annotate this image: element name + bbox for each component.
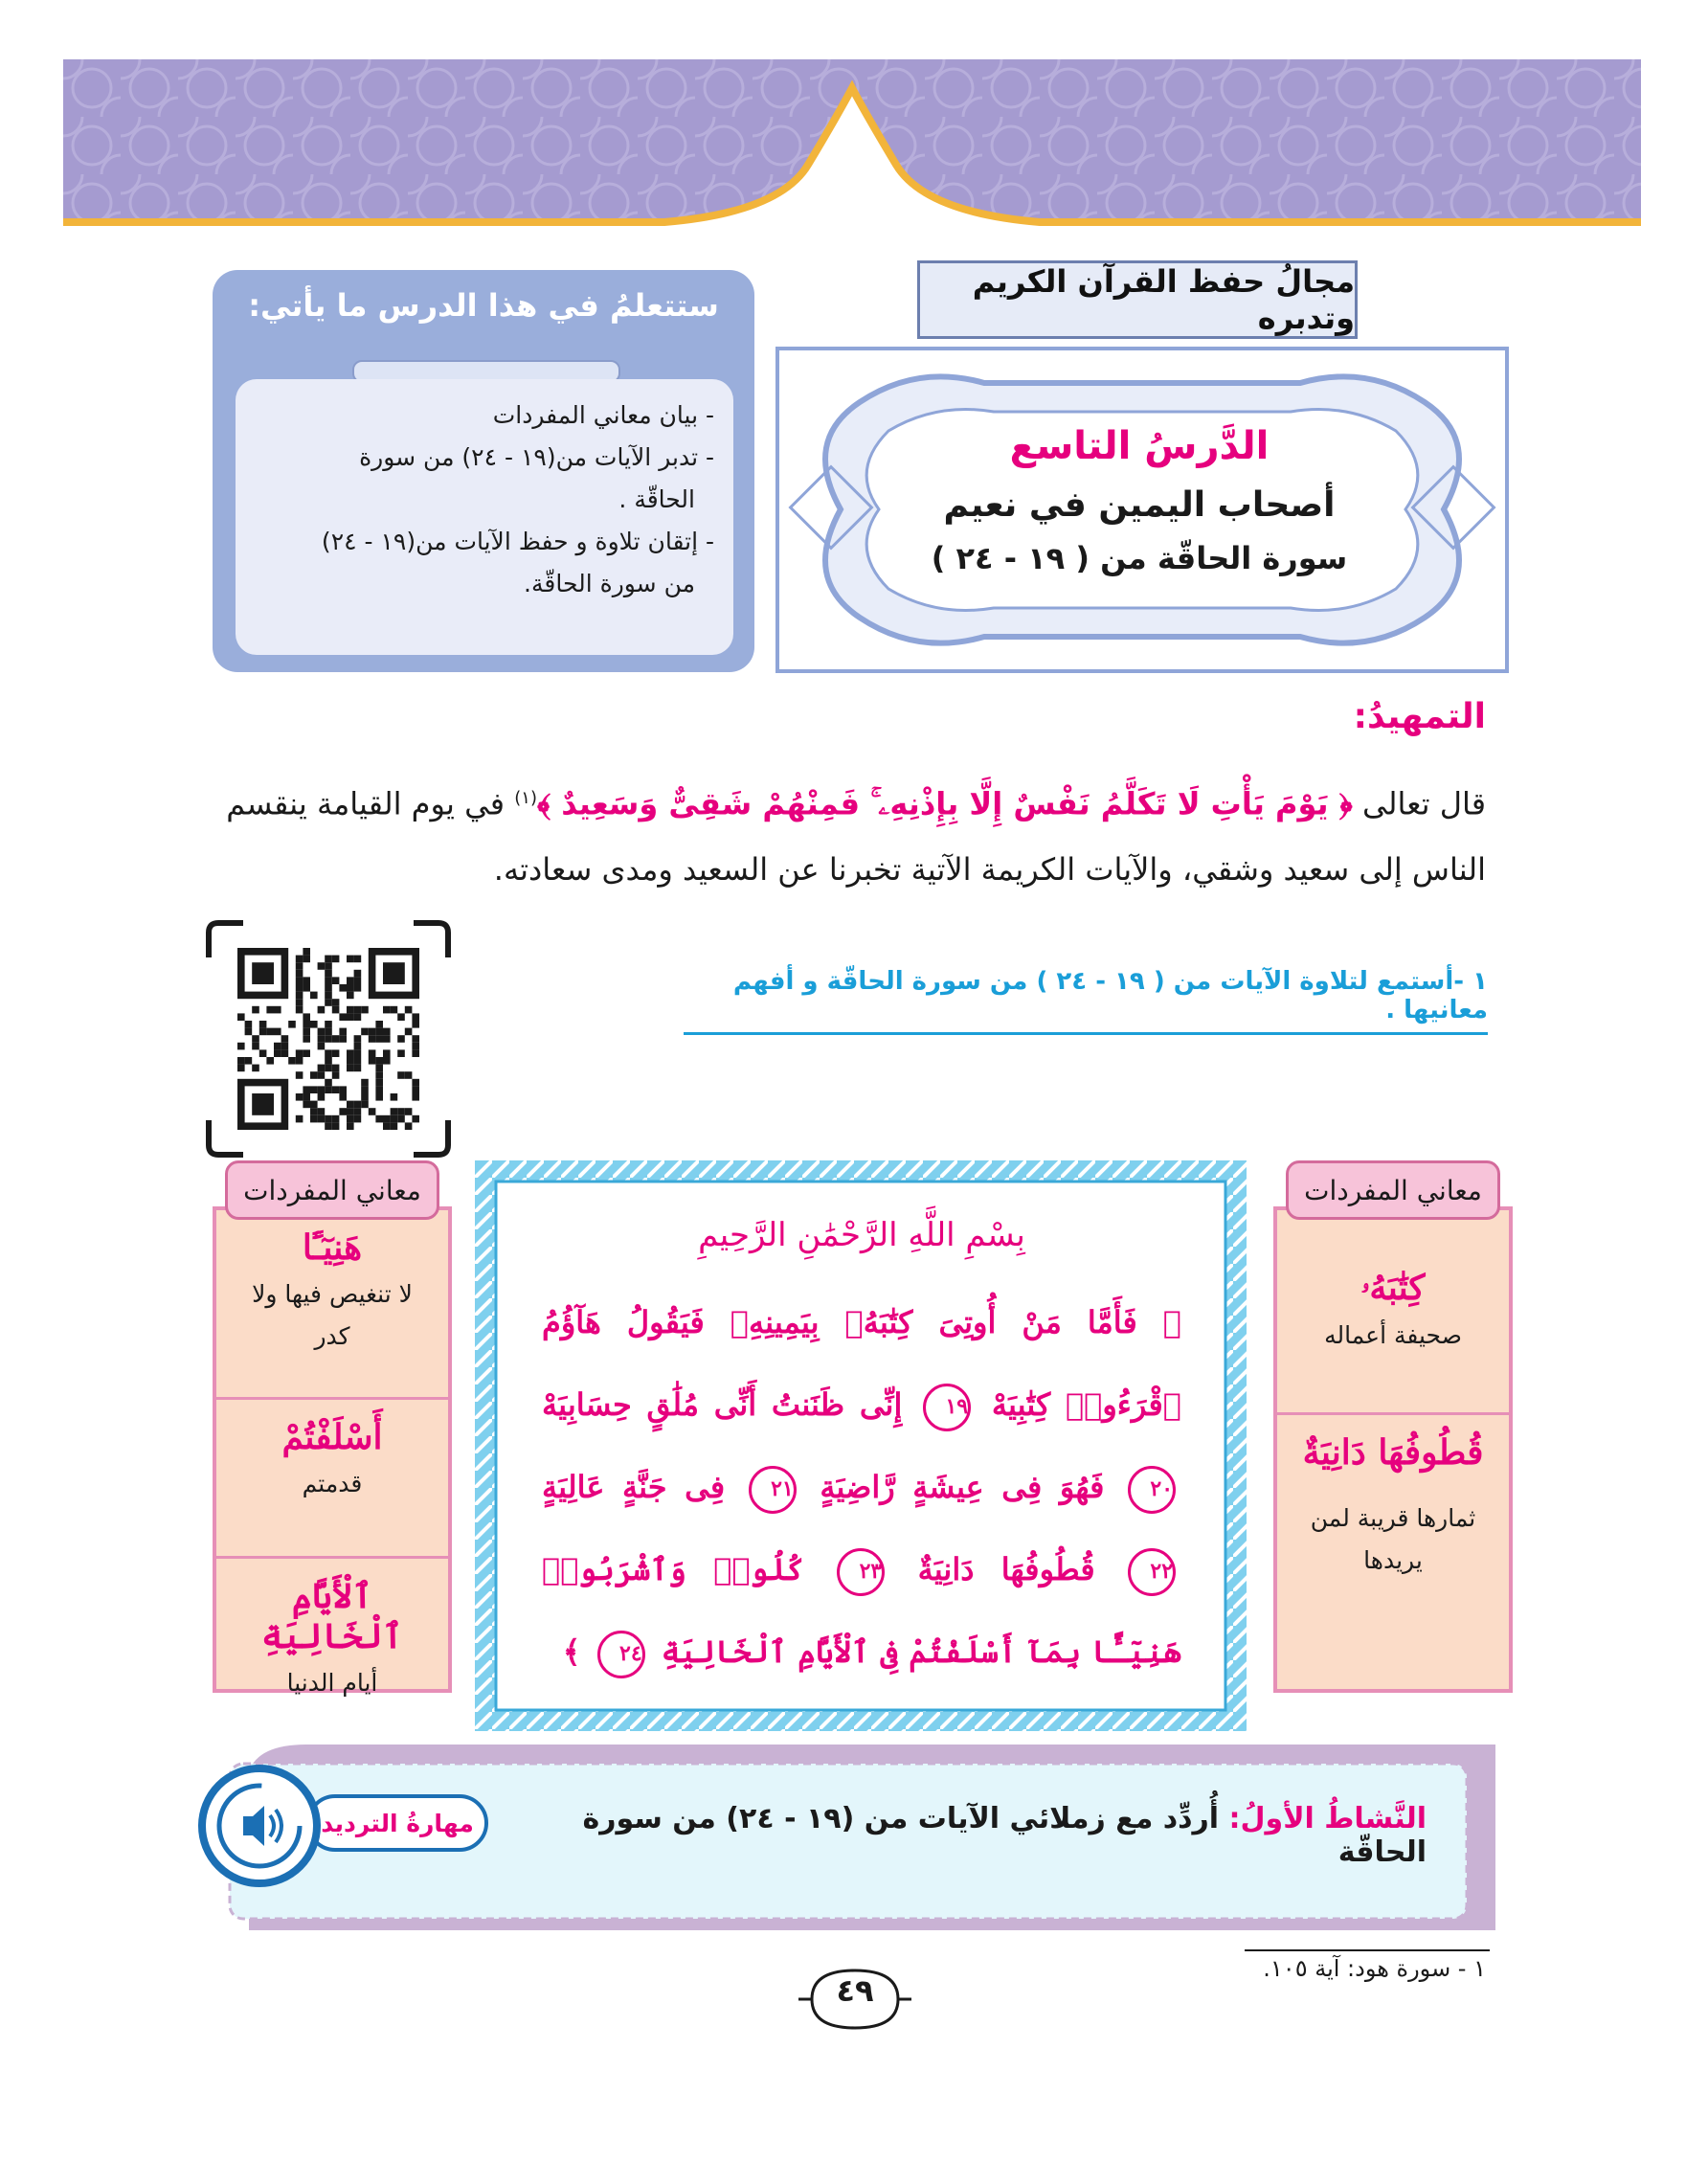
vocab-word: ٱلْأَيَّامِ ٱلْخَالِيَةِ	[261, 1576, 403, 1656]
vocab-entry	[216, 1210, 448, 1400]
basmala: بِسْمِ اللَّهِ الرَّحْمَٰنِ الرَّحِيمِ	[698, 1216, 1025, 1254]
listening-instruction: ١ -أستمع لتلاوة الآيات من ( ١٩ - ٢٤ ) من سورة الحاقّة و أفهم معانيها .	[684, 967, 1488, 1035]
verse-text: كُلُوا۟ وَٱشْرَبُوا۟ هَنِيٓـًٔا بِمَآ أَسْلَفْتُمْ فِى ٱلْأَيَّامِ ٱلْخَالِيَةِ	[542, 1551, 1181, 1670]
verse-text: فَهُوَ فِى عِيشَةٍ رَّاضِيَةٍ	[820, 1469, 1105, 1505]
quran-verses	[542, 1281, 1181, 1693]
vocab-entry	[1277, 1210, 1509, 1415]
verse-number: ٢٠	[1128, 1466, 1176, 1514]
lesson-title: أصحاب اليمين في نعيم	[943, 485, 1336, 525]
lesson-range: سورة الحاقّة من ( ١٩ - ٢٤ )	[931, 540, 1348, 576]
vocab-meaning: صحيفة أعماله	[1324, 1321, 1462, 1349]
intro-paragraph	[201, 766, 1486, 902]
lesson-number: الدَّرسُ التاسع	[1009, 424, 1270, 468]
vocab-word: هَنِيٓـًٔا	[302, 1227, 363, 1268]
vocab-entry	[1277, 1415, 1509, 1689]
vocab-column-left	[213, 1206, 452, 1697]
verse-number: ٢٤	[597, 1631, 645, 1678]
objective-item: من سورة الحاقّة.	[524, 570, 695, 597]
footnote-ref: (١)	[514, 788, 537, 808]
vocab-word: كِتَٰبَهُۥ	[1360, 1268, 1426, 1308]
footnote: ١ - سورة هود: آية ١٠٥.	[1263, 1955, 1486, 1982]
verse-number: ١٩	[923, 1384, 971, 1431]
verse-number: ٢٢	[1128, 1548, 1176, 1596]
intro-quran: ﴿ يَوْمَ يَأْتِ لَا تَكَلَّمُ نَفْسٌ إِلَّا بِإِذْنِهِۦ ۚ فَمِنْهُمْ شَقِىٌّ وَسَعِيدٌ ﴾	[536, 785, 1353, 822]
objective-item: الحاقّة .	[618, 485, 695, 513]
vocab-column-right	[1273, 1206, 1513, 1693]
speaker-repeat-icon[interactable]	[197, 1764, 322, 1888]
objective-item: - بيان معاني المفردات	[492, 401, 714, 429]
intro-prefix: قال تعالى	[1362, 785, 1486, 822]
vocab-meaning: لا تنغيص فيها ولا كدر	[252, 1280, 413, 1350]
activity-label: النَّشاطُ الأولُ:	[1228, 1802, 1427, 1835]
page-number: ٤٩	[836, 1972, 874, 2009]
verse-text: قُطُوفُهَا دَانِيَةٌ	[917, 1551, 1095, 1587]
qr-code-icon[interactable]	[205, 919, 452, 1159]
verse-text: فِى جَنَّةٍ عَالِيَةٍ	[542, 1469, 726, 1505]
vocab-word: قُطُوفُهَا دَانِيَةٌ	[1302, 1432, 1484, 1473]
activity-text	[574, 1802, 1427, 1869]
intro-suffix: في يوم القيامة ينقسم الناس إلى سعيد وشقي، والآيات الكريمة الآتية تخبرنا عن السعيد ومدى سعادته.	[226, 785, 1486, 888]
objectives-list	[236, 379, 733, 655]
vocab-entry	[216, 1559, 448, 1697]
vocab-header-left: معاني المفردات	[225, 1160, 439, 1220]
verse-text: إِنِّى ظَنَنتُ أَنِّى مُلَٰقٍ حِسَابِيَهْ	[542, 1386, 903, 1423]
lesson-heading	[843, 407, 1436, 627]
objective-item: - إتقان تلاوة و حفظ الآيات من(١٩ - ٢٤)	[321, 528, 714, 555]
verse-end-bracket: ﴾	[562, 1633, 581, 1670]
vocab-meaning: قدمتم	[302, 1470, 363, 1497]
footnote-rule	[1245, 1949, 1490, 1951]
verse-number: ٢٣	[837, 1548, 885, 1596]
intro-heading: التمهيدُ:	[1353, 697, 1486, 736]
verse-number: ٢١	[749, 1466, 797, 1514]
verse-text: ﴿ فَأَمَّا مَنْ أُوتِىَ كِتَٰبَهُۥ بِيَمِينِهِۦ فَيَقُولُ هَآؤُمُ ٱقْرَءُوا۟ كِتَٰبِيَهْ	[542, 1304, 1182, 1423]
objectives-title: ستتعلمُ في هذا الدرس ما يأتي:	[248, 287, 719, 324]
objective-item: - تدبر الآيات من(١٩ - ٢٤) من سورة	[359, 443, 714, 471]
activity-instruction: أُردِّد مع زملائي الآيات من (١٩ - ٢٤) من سورة الحاقّة	[582, 1802, 1427, 1869]
vocab-meaning: أيام الدنيا	[286, 1669, 378, 1697]
header-banner	[63, 59, 1641, 232]
field-label: مجالُ حفظ القرآن الكريم وتدبره	[917, 260, 1358, 339]
vocab-entry	[216, 1400, 448, 1559]
vocab-meaning: ثمارها قريبة لمن يريدها	[1310, 1504, 1476, 1574]
vocab-header-right: معاني المفردات	[1286, 1160, 1500, 1220]
skill-badge: مهارةُ الترديد	[306, 1794, 488, 1852]
vocab-word: أَسْلَفْتُمْ	[281, 1417, 383, 1457]
